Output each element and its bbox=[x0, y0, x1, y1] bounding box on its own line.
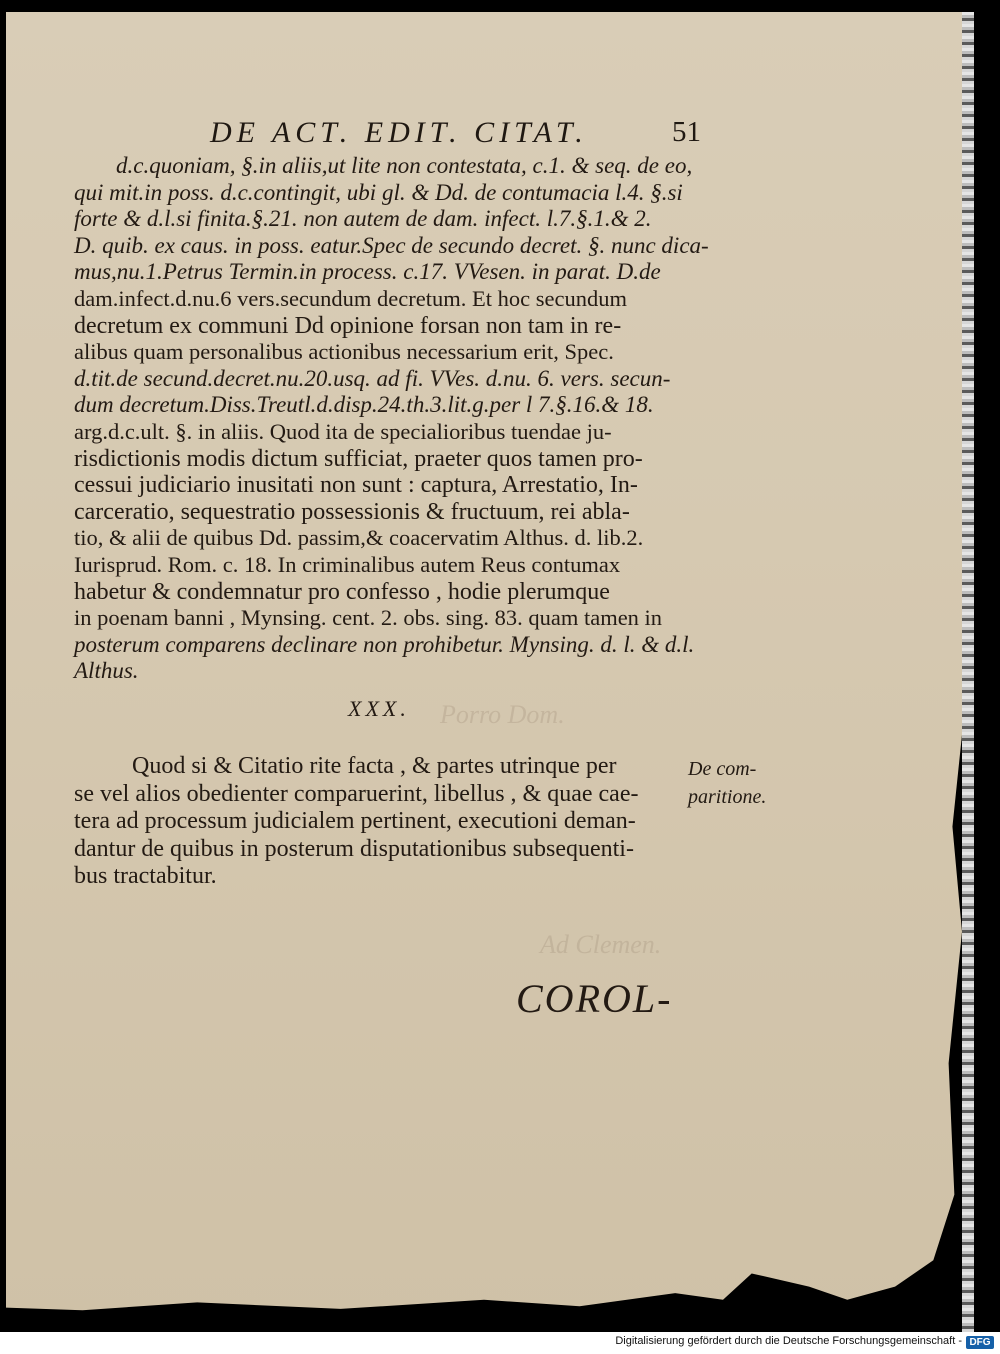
running-head: DE ACT. EDIT. CITAT. bbox=[210, 116, 588, 149]
text-line: posterum comparens declinare non prohibetur. Mynsing. d. l. & d.l. bbox=[74, 631, 695, 657]
text-line: bus tractabitur. bbox=[74, 863, 217, 889]
dfg-logo: DFG bbox=[966, 1336, 994, 1349]
funding-notice: Digitalisierung gefördert durch die Deutsche Forschungsgemeinschaft - bbox=[615, 1335, 962, 1347]
catchword: COROL- bbox=[516, 976, 673, 1021]
text-line: habetur & condemnatur pro confesso , hodie plerumque bbox=[74, 578, 610, 605]
text-line: Quod si & Citatio rite facta , & partes utrinque per bbox=[132, 753, 617, 779]
text-line: dantur de quibus in posterum disputationibus subsequenti- bbox=[74, 835, 634, 862]
text-line: risdictionis modis dictum sufficiat, praeter quos tamen pro- bbox=[74, 445, 643, 472]
marginal-note-line-2: paritione. bbox=[688, 786, 767, 808]
footer-bar bbox=[0, 1332, 1000, 1354]
text-line: dum decretum.Diss.Treutl.d.disp.24.th.3.lit.g.per l 7.§.16.& 18. bbox=[74, 392, 654, 418]
text-line: d.tit.de secund.decret.nu.20.usq. ad fi. VVes. d.nu. 6. vers. secun- bbox=[74, 365, 671, 391]
page-number: 51 bbox=[672, 116, 701, 148]
paragraph-new bbox=[74, 752, 708, 892]
text-line: alibus quam personalibus actionibus necessarium erit, Spec. bbox=[74, 339, 614, 365]
text-line: d.c.quoniam, §.in aliis,ut lite non contestata, c.1. & seq. de eo, bbox=[116, 153, 693, 178]
text-line: qui mit.in poss. d.c.contingit, ubi gl. & Dd. de contumacia l.4. §.si bbox=[74, 179, 683, 205]
text-line: Althus. bbox=[74, 658, 139, 684]
scan-edge-strip bbox=[962, 12, 974, 1332]
text-line: in poenam banni , Mynsing. cent. 2. obs. sing. 83. quam tamen in bbox=[74, 605, 663, 631]
marginal-note-line-1: De com- bbox=[688, 758, 757, 780]
text-line: forte & d.l.si finita.§.21. non autem de dam. infect. l.7.§.1.& 2. bbox=[74, 206, 652, 232]
show-through-ghost: Ad Clemen. bbox=[540, 930, 662, 959]
section-number: XXX. bbox=[348, 696, 410, 721]
text-line: tio, & alii de quibus Dd. passim,& coacervatim Althus. d. lib.2. bbox=[74, 525, 644, 551]
paragraph-continued bbox=[74, 152, 708, 692]
text-line: se vel alios obedienter comparuerint, libellus , & quae cae- bbox=[74, 780, 639, 807]
text-line: mus,nu.1.Petrus Termin.in process. c.17. VVesen. in parat. D.de bbox=[74, 259, 661, 285]
text-line: tera ad processum judicialem pertinent, executioni deman- bbox=[74, 808, 636, 834]
text-line: cessui judiciario inusitati non sunt : captura, Arrestatio, In- bbox=[74, 472, 638, 499]
text-line: D. quib. ex caus. in poss. eatur.Spec de secundo decret. §. nunc dica- bbox=[74, 232, 709, 258]
text-line: dam.infect.d.nu.6 vers.secundum decretum. Et hoc secundum bbox=[74, 286, 627, 311]
show-through-ghost: Porro Dom. bbox=[440, 700, 565, 729]
text-line: carceratio, sequestratio possessionis & fructuum, rei abla- bbox=[74, 498, 630, 525]
text-line: Iurisprud. Rom. c. 18. In criminalibus autem Reus contumax bbox=[74, 552, 621, 577]
text-line: arg.d.c.ult. §. in aliis. Quod ita de specialioribus tuendae ju- bbox=[74, 419, 612, 444]
text-line: decretum ex communi Dd opinione forsan non tam in re- bbox=[74, 312, 622, 339]
